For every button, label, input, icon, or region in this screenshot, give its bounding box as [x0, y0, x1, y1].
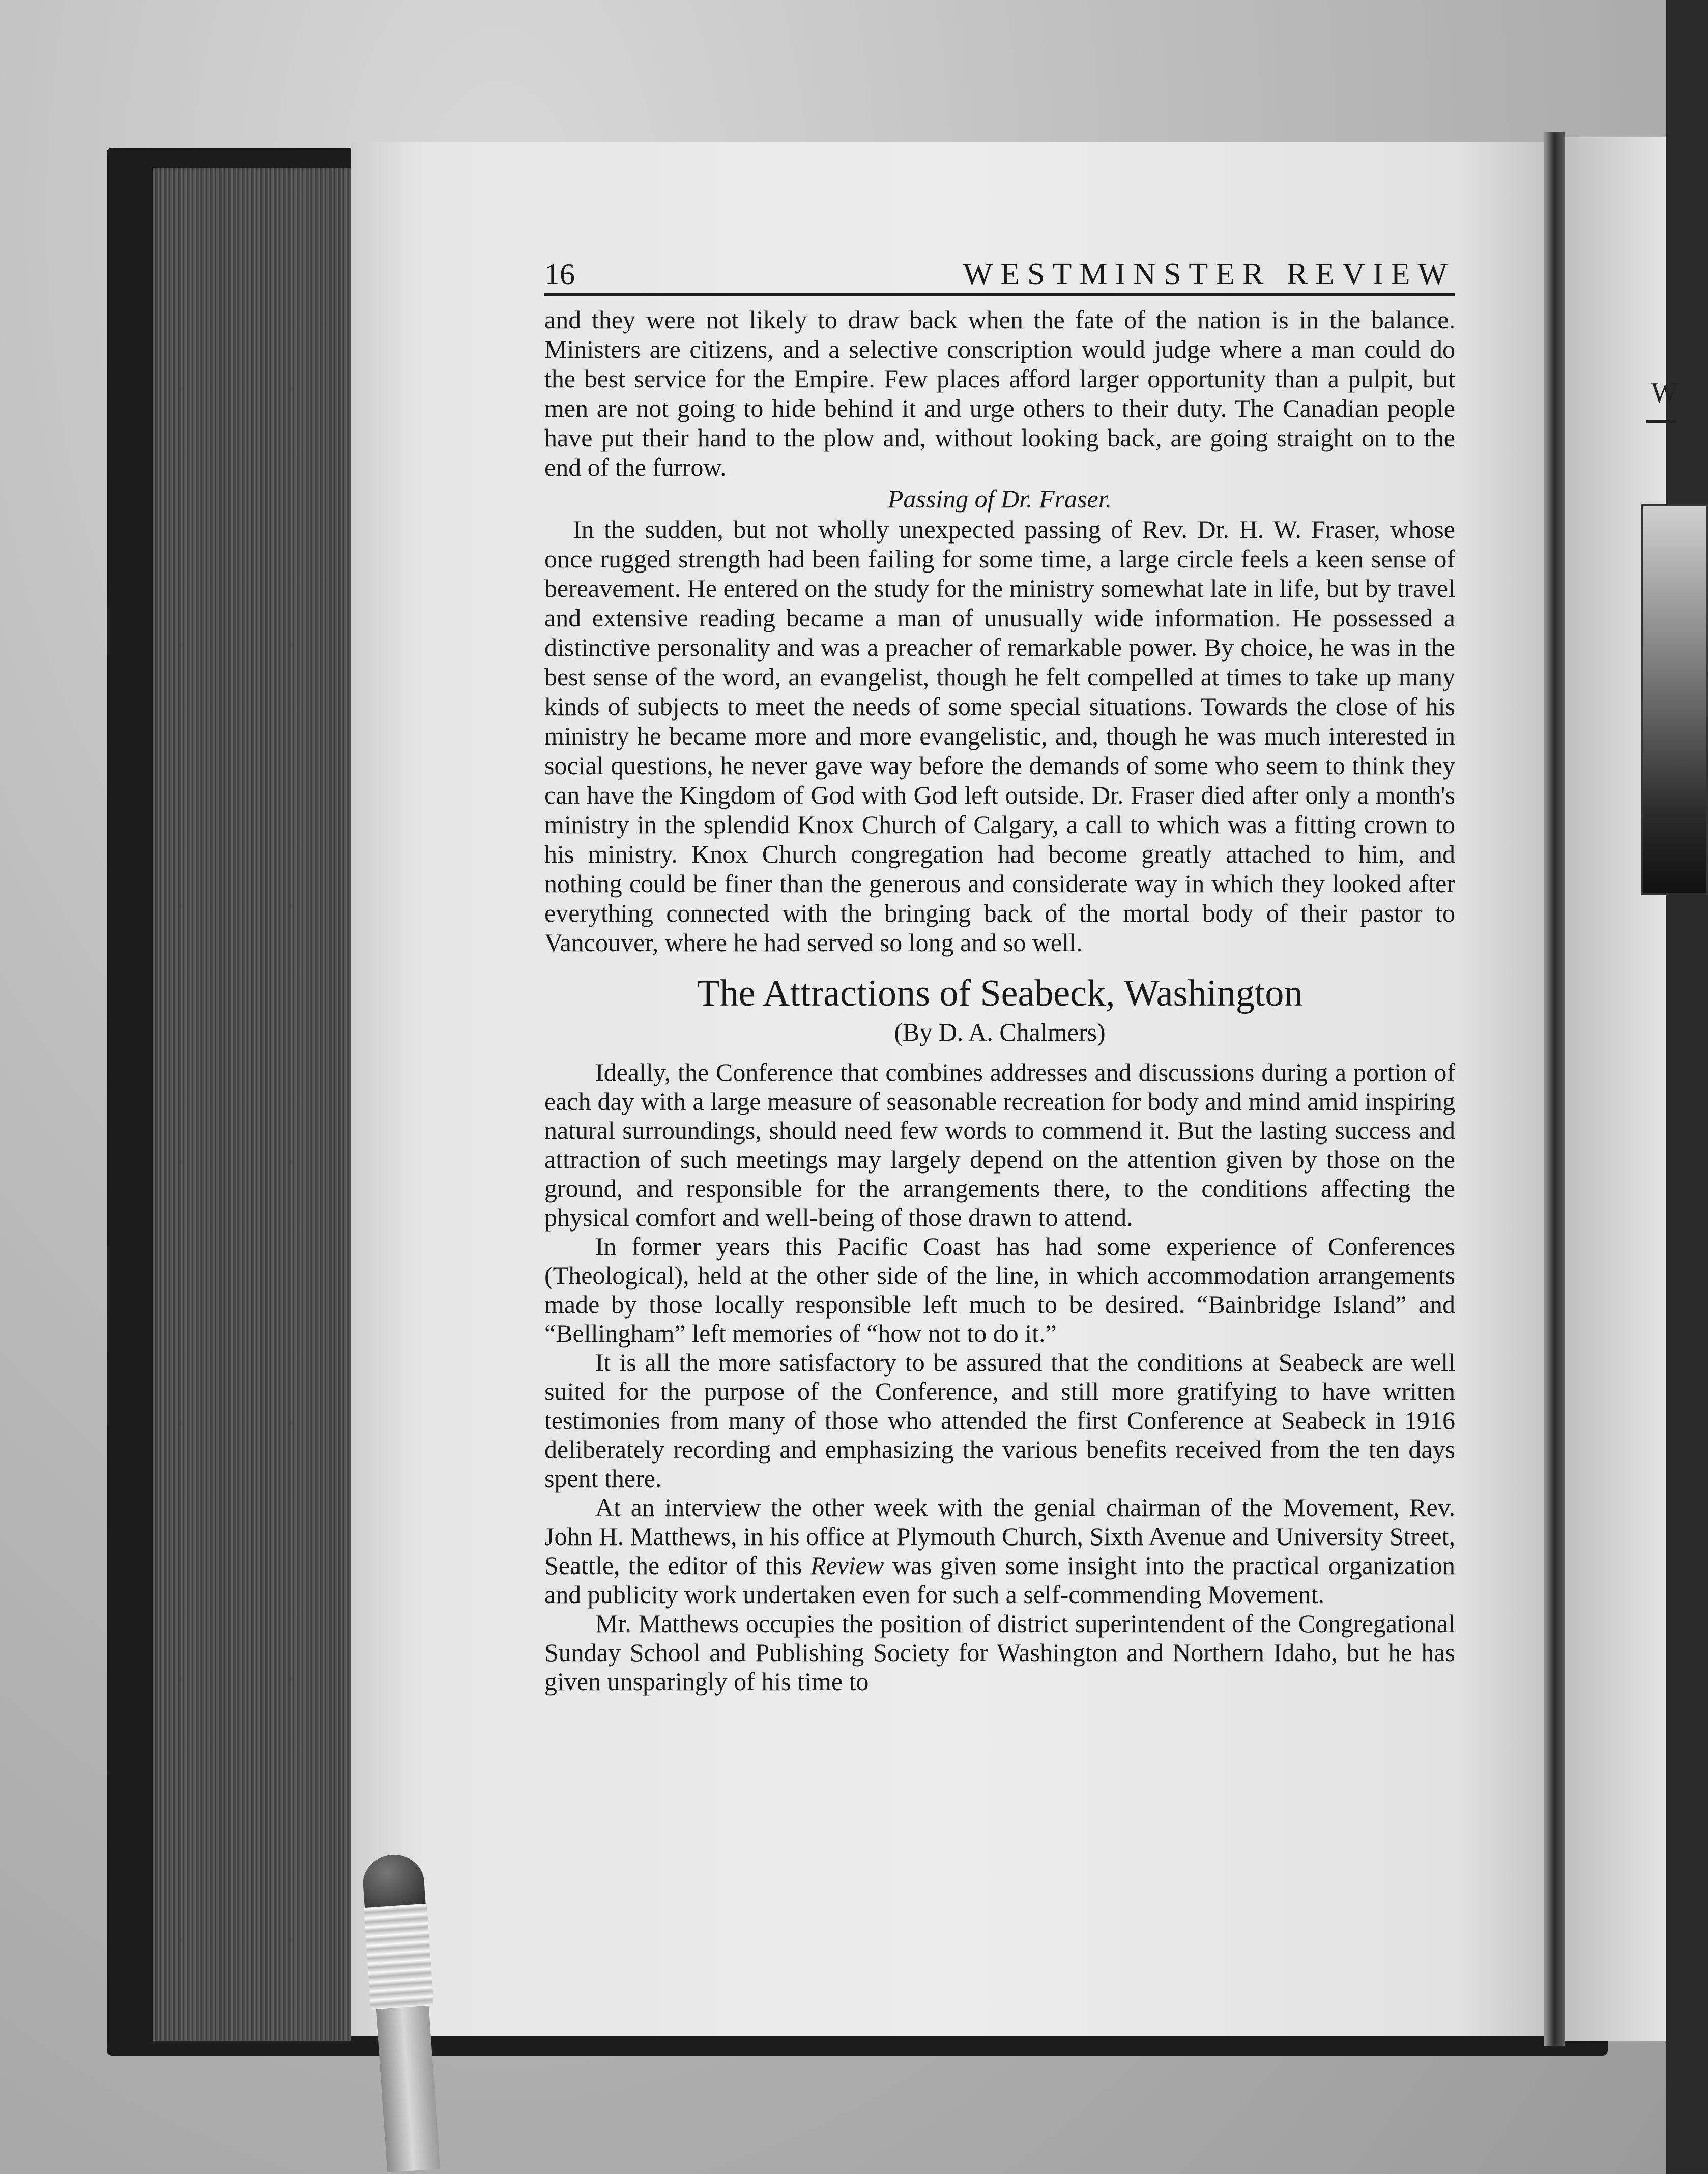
facing-page-rule	[1646, 420, 1676, 423]
page-number: 16	[544, 258, 575, 291]
interview-text-after: was given some insight into the practical organization and publicity work undertaken even for such a self-commending Movement.	[544, 1551, 1455, 1609]
fraser-paragraph: In the sudden, but not wholly unexpected passing of Rev. Dr. H. W. Fraser, whose once rugged strength had been failing for some time, a large circle feels a keen sense of bereavement. He entered on the study for the ministry somewhat late in life, but by travel and extensive reading became a man of unusually wide information. He possessed a distinctive personality and was a preacher of remarkable power. By choice, he was in the best sense of the word, an evangelist, though he felt compelled at times to take up many kinds of subjects to meet the needs of some special situations. Towards the close of his ministry he became more and more evangelistic, and, though he was much interested in social questions, he never gave way before the demands of some who seem to think they can have the Kingdom of God with God left outside. Dr. Fraser died after only a month's ministry in the splendid Knox Church of Calgary, a call to which was a fitting crown to his ministry. Knox Church congregation had become greatly attached to him, and nothing could be finer than the generous and considerate way in which they looked after everything connected with the bringing back of the mortal body of their pastor to Vancouver, where he had served so long and so well.	[544, 515, 1455, 957]
article-paragraph: Ideally, the Conference that combines addresses and discussions during a portion of each day with a large measure of seasonable recreation for body and mind amid inspiring natural surroundings, should need few words to commend it. But the lasting success and attraction of such meetings may largely depend on the attention given by those on the ground, and responsible for the arrangements there, to the conditions affecting the physical comfort and well-being of those drawn to attend.	[544, 1058, 1455, 1232]
page-text	[544, 257, 1455, 1696]
facing-page-header: W	[1651, 377, 1680, 409]
article-paragraph-interview	[544, 1493, 1455, 1609]
article-paragraph: It is all the more satisfactory to be assured that the conditions at Seabeck are well suited for the purpose of the Conference, and still more gratifying to have written testimonies from many of those who attended the first Conference at Seabeck in 1916 deliberately recording and emphasizing the various benefits received from the ten days spent there.	[544, 1348, 1455, 1493]
opening-paragraph: and they were not likely to draw back when the fate of the nation is in the balance. Ministers are citizens, and a selective conscription would judge where a man could do the best service for the Empire. Few places afford larger opportunity than a pulpit, but men are not going to hide behind it and urge others to their duty. The Canadian people have put their hand to the plow and, without looking back, are going straight on to the end of the furrow.	[544, 305, 1455, 481]
page-edges	[153, 168, 351, 2041]
article-title: The Attractions of Seabeck, Washington	[697, 972, 1303, 1014]
facing-page	[1565, 137, 1680, 2041]
section-heading: Passing of Dr. Fraser.	[887, 484, 1112, 513]
interview-text-italic: Review	[810, 1551, 884, 1580]
article-body	[544, 1058, 1455, 1696]
article-byline: (By D. A. Chalmers)	[894, 1018, 1106, 1046]
facing-page-portrait	[1641, 504, 1708, 895]
book-gutter	[1544, 132, 1565, 2046]
journal-title: WESTMINSTER REVIEW	[963, 257, 1455, 292]
article-paragraph: Mr. Matthews occupies the position of district superintendent of the Congregational Sunday School and Publishing Society for Washington and Northern Idaho, but he has given unsparingly of his time to	[544, 1609, 1455, 1696]
article-paragraph: In former years this Pacific Coast has had some experience of Conferences (Theological), held at the other side of the line, in which accommodation arrangements made by those locally responsible left much to be desired. “Bainbridge Island” and “Bellingham” left memories of “how not to do it.”	[544, 1232, 1455, 1348]
interview-text-before: At an interview the other week with the genial chairman of the Movement, Rev. John H. Matthews, in his office at Plymouth Church, Sixth Avenue and University Street, Seattle, the editor of this	[544, 1493, 1455, 1580]
pencil-body	[376, 2006, 440, 2172]
running-head	[544, 257, 1455, 296]
pencil-ferrule	[364, 1904, 434, 2010]
